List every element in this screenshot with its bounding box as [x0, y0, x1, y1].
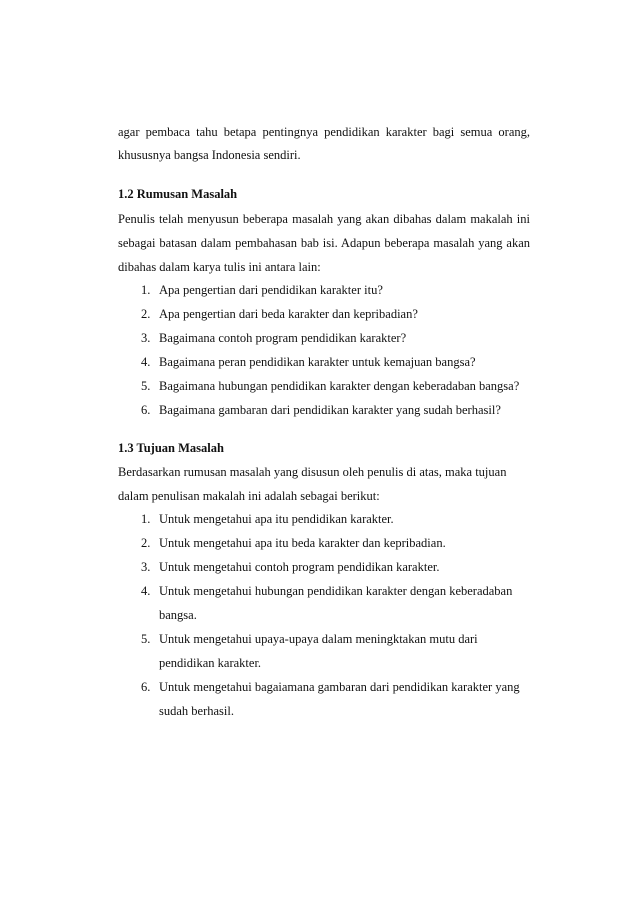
list-number: 3. [141, 560, 151, 574]
list-item [141, 535, 446, 551]
list-item-continuation: sudah berhasil. [159, 704, 234, 718]
list-item [141, 378, 519, 394]
list-text: Untuk mengetahui hubungan pendidikan karakter dengan keberadaban [159, 584, 513, 598]
list-text: Untuk mengetahui bagaiamana gambaran dari pendidikan karakter yang [159, 680, 520, 694]
list-text: Bagaimana peran pendidikan karakter untuk kemajuan bangsa? [159, 355, 476, 369]
list-text: Bagaimana hubungan pendidikan karakter dengan keberadaban bangsa? [159, 379, 520, 393]
list-number: 5. [141, 632, 151, 646]
list-text: Apa pengertian dari pendidikan karakter itu? [159, 283, 383, 297]
list-number: 2. [141, 536, 151, 550]
list-text: Apa pengertian dari beda karakter dan kepribadian? [159, 307, 418, 321]
list-item [141, 679, 520, 695]
paragraph-line: dalam penulisan makalah ini adalah sebagai berikut: [118, 489, 380, 503]
list-item [141, 402, 501, 418]
list-number: 2. [141, 307, 151, 321]
list-number: 6. [141, 680, 151, 694]
list-text: Untuk mengetahui upaya-upaya dalam meningktakan mutu dari [159, 632, 478, 646]
paragraph-line: Berdasarkan rumusan masalah yang disusun oleh penulis di atas, maka tujuan [118, 465, 507, 479]
list-item-continuation: bangsa. [159, 608, 197, 622]
list-number: 5. [141, 379, 151, 393]
list-item [141, 511, 394, 527]
list-number: 6. [141, 403, 151, 417]
list-number: 3. [141, 331, 151, 345]
list-item [141, 306, 418, 322]
section-heading-tujuan-masalah: 1.3 Tujuan Masalah [118, 441, 224, 455]
list-number: 1. [141, 512, 151, 526]
list-item [141, 631, 478, 647]
list-item [141, 330, 406, 346]
list-item-continuation: pendidikan karakter. [159, 656, 262, 670]
list-item [141, 354, 476, 370]
paragraph-line: dibahas dalam karya tulis ini antara lain: [118, 260, 321, 274]
list-item [141, 583, 512, 599]
paragraph-line: sebagai batasan dalam pembahasan bab isi. Adapun beberapa masalah yang akan [118, 236, 530, 250]
list-text: Bagaimana gambaran dari pendidikan karakter yang sudah berhasil? [159, 403, 501, 417]
paragraph-line: Penulis telah menyusun beberapa masalah yang akan dibahas dalam makalah ini [118, 212, 530, 226]
intro-line: khususnya bangsa Indonesia sendiri. [118, 148, 301, 162]
list-text: Untuk mengetahui apa itu beda karakter dan kepribadian. [159, 536, 446, 550]
list-item [141, 282, 383, 298]
list-number: 4. [141, 355, 151, 369]
list-text: Untuk mengetahui apa itu pendidikan karakter. [159, 512, 394, 526]
list-number: 1. [141, 283, 151, 297]
list-item [141, 559, 439, 575]
list-number: 4. [141, 584, 151, 598]
section-heading-rumusan-masalah: 1.2 Rumusan Masalah [118, 187, 238, 201]
list-text: Untuk mengetahui contoh program pendidikan karakter. [159, 560, 440, 574]
list-text: Bagaimana contoh program pendidikan karakter? [159, 331, 407, 345]
intro-line: agar pembaca tahu betapa pentingnya pendidikan karakter bagi semua orang, [118, 125, 530, 139]
